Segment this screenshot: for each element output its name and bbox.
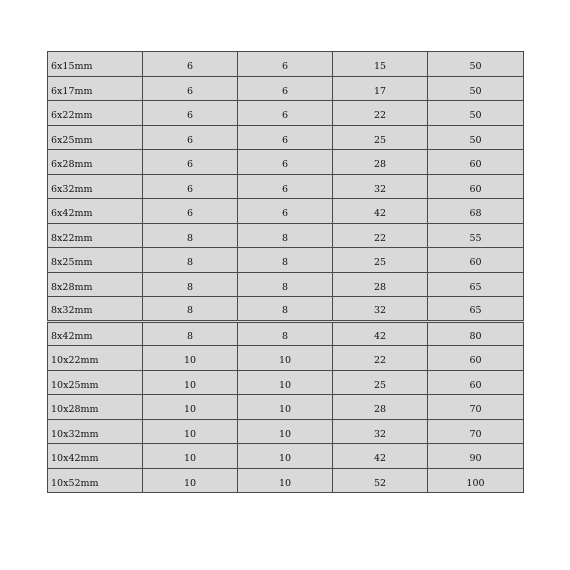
- value-cell: 6: [238, 76, 333, 101]
- value-cell: 32: [333, 419, 428, 444]
- value-cell: 22: [333, 101, 428, 126]
- table-row: [48, 150, 524, 175]
- value-cell: 32: [333, 174, 428, 199]
- value-cell: 22: [333, 346, 428, 371]
- value-cell: 50: [428, 52, 524, 77]
- value-cell: 25: [333, 248, 428, 273]
- value-cell: 8: [238, 321, 333, 346]
- size-cell: 8x28mm: [48, 272, 143, 297]
- value-cell: 28: [333, 150, 428, 175]
- value-cell: 60: [428, 248, 524, 273]
- size-cell: 10x25mm: [48, 370, 143, 395]
- value-cell: 50: [428, 101, 524, 126]
- value-cell: 50: [428, 125, 524, 150]
- value-cell: 60: [428, 174, 524, 199]
- value-cell: 8: [143, 297, 238, 322]
- value-cell: 22: [333, 223, 428, 248]
- size-cell: 10x42mm: [48, 444, 143, 469]
- size-cell: 6x25mm: [48, 125, 143, 150]
- table-row: [48, 223, 524, 248]
- size-cell: 6x28mm: [48, 150, 143, 175]
- value-cell: 6: [143, 150, 238, 175]
- value-cell: 8: [238, 272, 333, 297]
- value-cell: 25: [333, 125, 428, 150]
- value-cell: 42: [333, 444, 428, 469]
- value-cell: 6: [143, 101, 238, 126]
- value-cell: 42: [333, 321, 428, 346]
- table-row: [48, 370, 524, 395]
- value-cell: 17: [333, 76, 428, 101]
- value-cell: 8: [143, 248, 238, 273]
- value-cell: 70: [428, 419, 524, 444]
- size-cell: 6x22mm: [48, 101, 143, 126]
- table-row: [48, 468, 524, 493]
- table-row: [48, 346, 524, 371]
- value-cell: 90: [428, 444, 524, 469]
- value-cell: 25: [333, 370, 428, 395]
- size-cell: 8x32mm: [48, 297, 143, 322]
- value-cell: 65: [428, 297, 524, 322]
- value-cell: 65: [428, 272, 524, 297]
- value-cell: 6: [238, 52, 333, 77]
- value-cell: 10: [143, 419, 238, 444]
- value-cell: 10: [143, 468, 238, 493]
- value-cell: 68: [428, 199, 524, 224]
- value-cell: 15: [333, 52, 428, 77]
- table-row: [48, 395, 524, 420]
- table-row: [48, 125, 524, 150]
- value-cell: 42: [333, 199, 428, 224]
- value-cell: 10: [143, 444, 238, 469]
- value-cell: 50: [428, 76, 524, 101]
- value-cell: 10: [238, 419, 333, 444]
- value-cell: 6: [143, 199, 238, 224]
- table-row: [48, 272, 524, 297]
- value-cell: 6: [143, 174, 238, 199]
- table-row: [48, 76, 524, 101]
- table-row: [48, 101, 524, 126]
- value-cell: 6: [143, 125, 238, 150]
- value-cell: 6: [238, 150, 333, 175]
- value-cell: 10: [143, 370, 238, 395]
- spec-table-body: [48, 52, 524, 493]
- size-cell: 10x28mm: [48, 395, 143, 420]
- value-cell: 10: [238, 395, 333, 420]
- size-cell: 6x17mm: [48, 76, 143, 101]
- table-row: [48, 444, 524, 469]
- value-cell: 55: [428, 223, 524, 248]
- table-row: [48, 297, 524, 322]
- value-cell: 6: [238, 101, 333, 126]
- spec-table: [47, 51, 524, 493]
- value-cell: 60: [428, 370, 524, 395]
- size-cell: 6x15mm: [48, 52, 143, 77]
- value-cell: 6: [238, 125, 333, 150]
- value-cell: 10: [143, 395, 238, 420]
- table-row: [48, 248, 524, 273]
- value-cell: 28: [333, 272, 428, 297]
- size-cell: 8x25mm: [48, 248, 143, 273]
- size-cell: 6x42mm: [48, 199, 143, 224]
- value-cell: 6: [238, 174, 333, 199]
- table-row: [48, 174, 524, 199]
- table-row: [48, 321, 524, 346]
- size-cell: 8x42mm: [48, 321, 143, 346]
- value-cell: 6: [143, 52, 238, 77]
- value-cell: 6: [143, 76, 238, 101]
- value-cell: 10: [238, 346, 333, 371]
- value-cell: 10: [238, 370, 333, 395]
- value-cell: 28: [333, 395, 428, 420]
- table-row: [48, 419, 524, 444]
- value-cell: 10: [238, 468, 333, 493]
- size-cell: 10x22mm: [48, 346, 143, 371]
- value-cell: 6: [238, 199, 333, 224]
- value-cell: 8: [143, 272, 238, 297]
- table-row: [48, 199, 524, 224]
- size-cell: 6x32mm: [48, 174, 143, 199]
- value-cell: 8: [238, 297, 333, 322]
- value-cell: 60: [428, 346, 524, 371]
- size-cell: 8x22mm: [48, 223, 143, 248]
- size-cell: 10x52mm: [48, 468, 143, 493]
- value-cell: 32: [333, 297, 428, 322]
- value-cell: 8: [143, 223, 238, 248]
- value-cell: 52: [333, 468, 428, 493]
- value-cell: 10: [238, 444, 333, 469]
- value-cell: 60: [428, 150, 524, 175]
- value-cell: 80: [428, 321, 524, 346]
- value-cell: 8: [143, 321, 238, 346]
- size-cell: 10x32mm: [48, 419, 143, 444]
- value-cell: 70: [428, 395, 524, 420]
- value-cell: 100: [428, 468, 524, 493]
- value-cell: 8: [238, 248, 333, 273]
- table-row: [48, 52, 524, 77]
- value-cell: 10: [143, 346, 238, 371]
- value-cell: 8: [238, 223, 333, 248]
